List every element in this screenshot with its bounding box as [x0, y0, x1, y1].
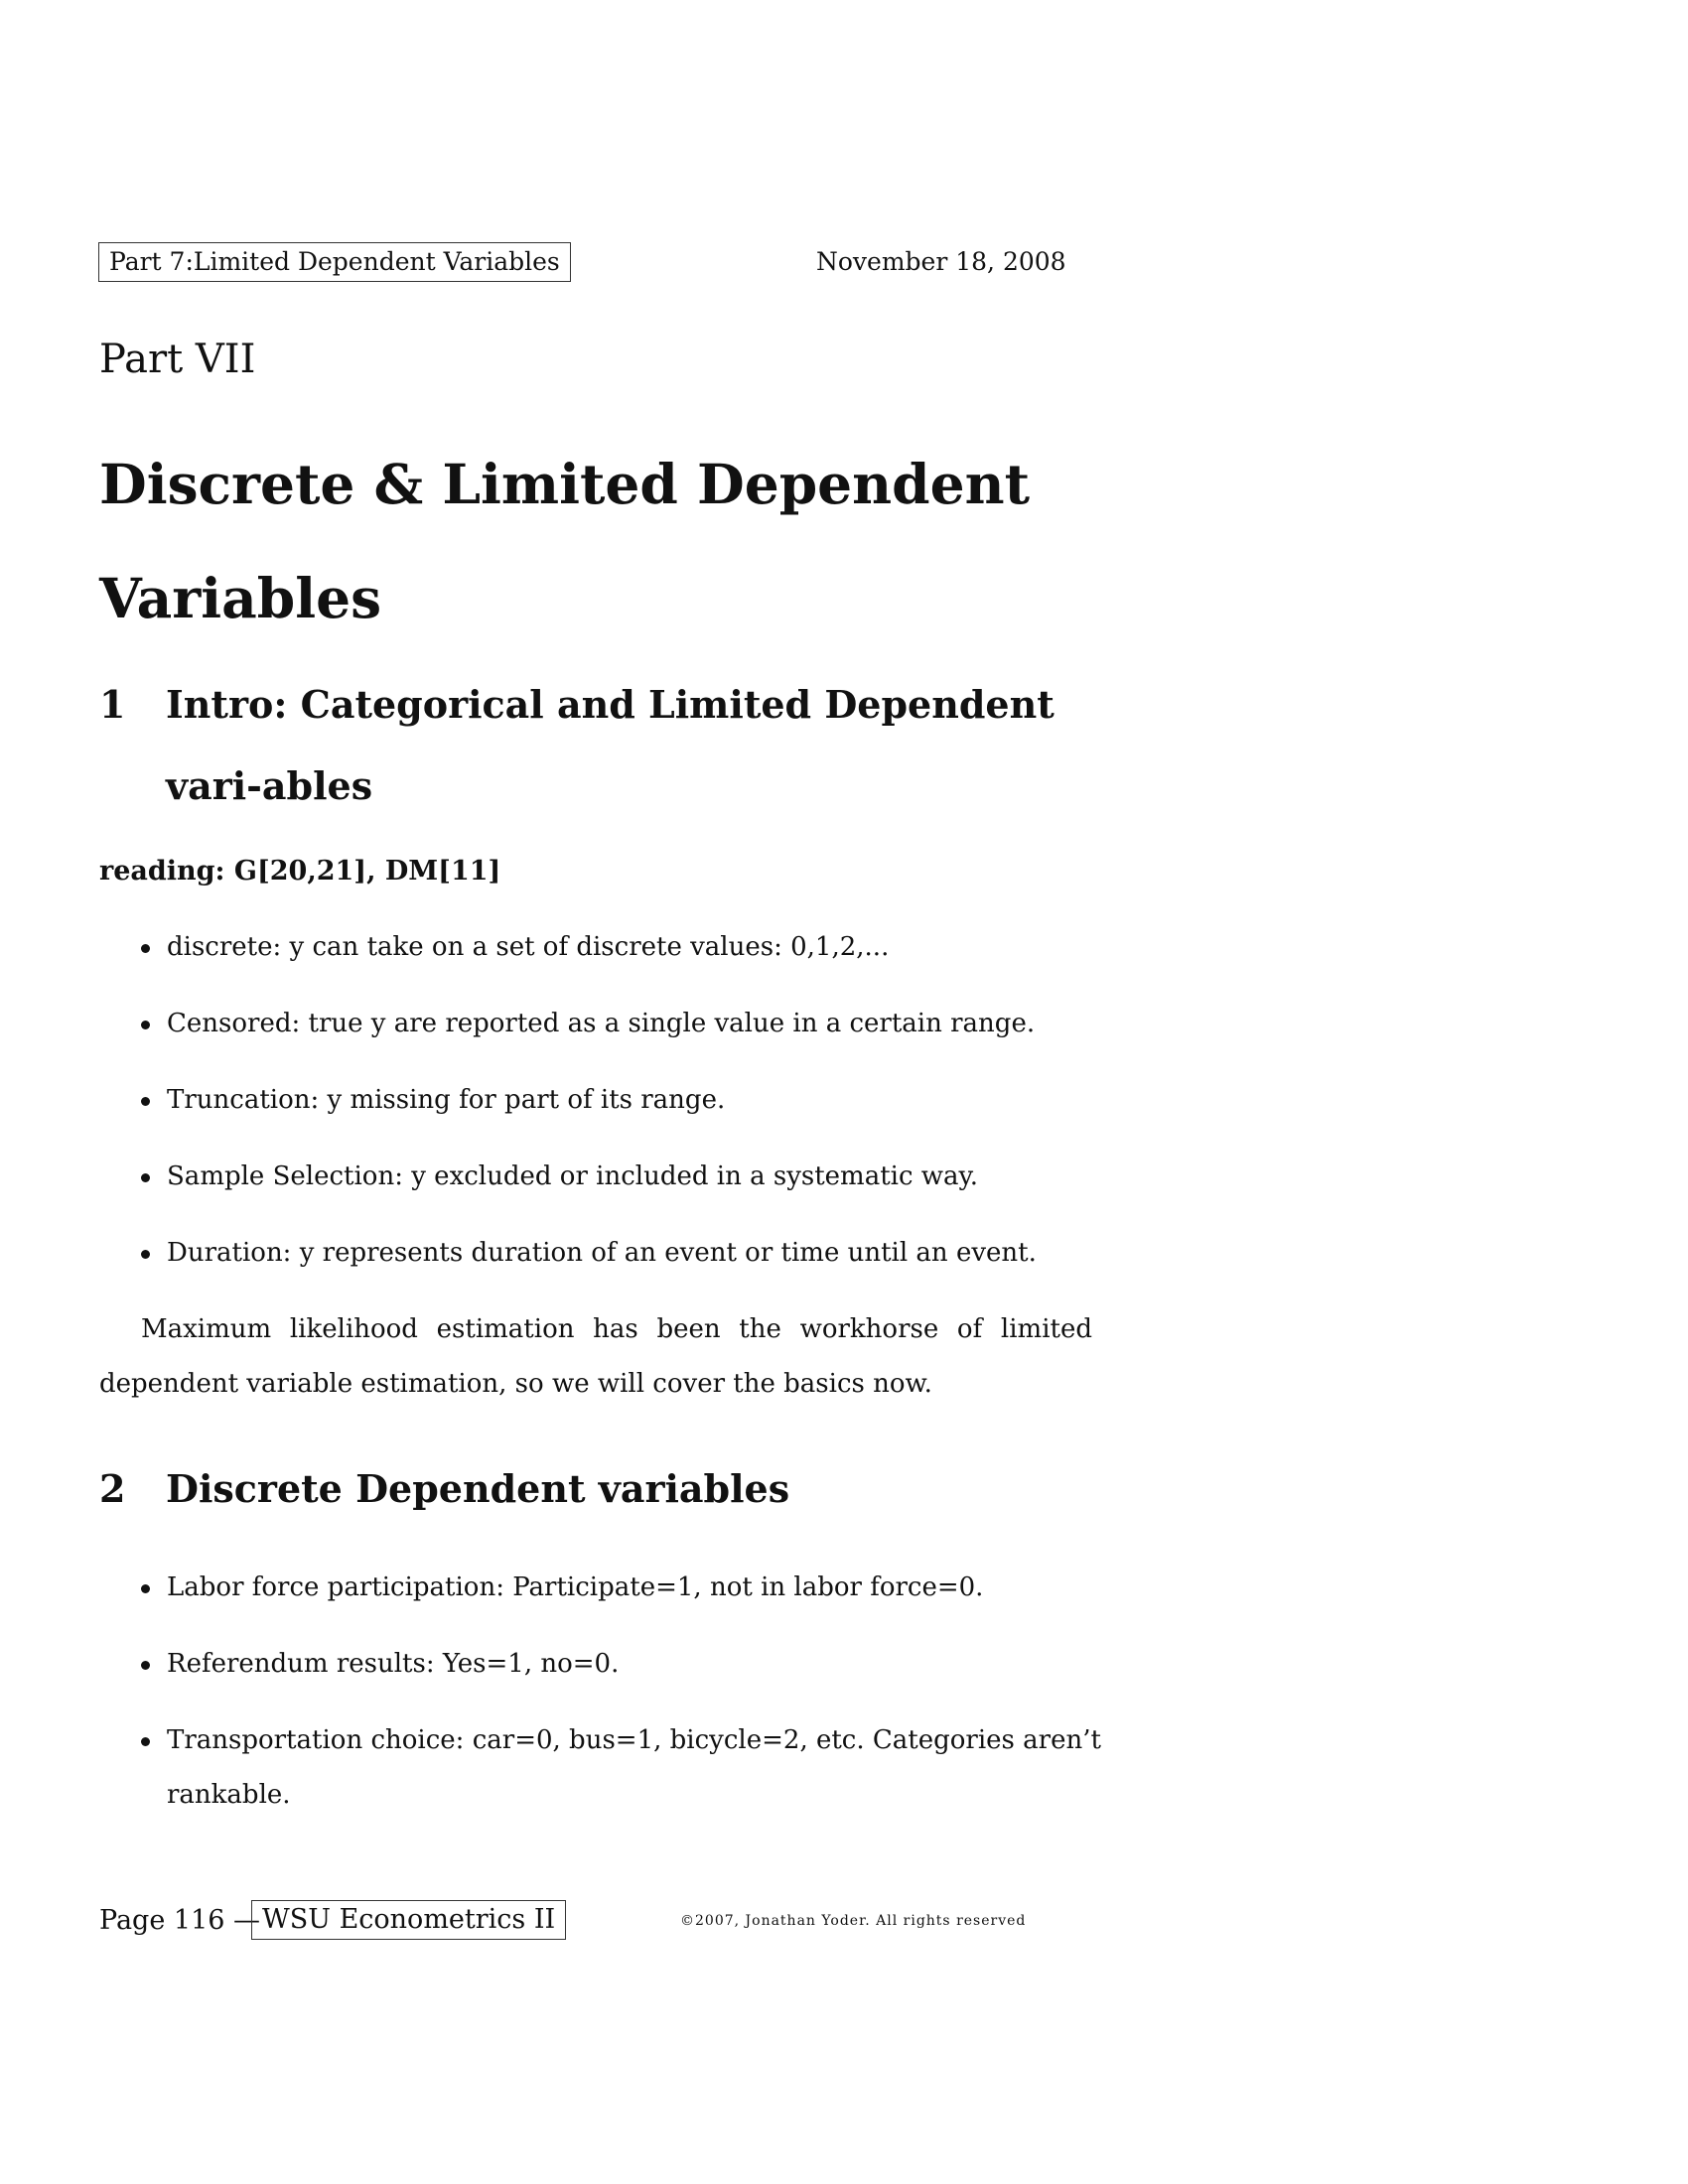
page-title: Discrete & Limited Dependent Variables	[99, 452, 1030, 630]
list-item-text: Labor force participation: Participate=1, not in labor force=0.	[167, 1572, 984, 1602]
list-item	[99, 1150, 1112, 1204]
part-label: Part VII	[99, 337, 256, 382]
list-item-text: Truncation: y missing for part of its range.	[167, 1085, 726, 1115]
bullet-icon	[141, 1250, 150, 1259]
bullet-icon	[141, 1737, 150, 1746]
list-item-text: Transportation choice: car=0, bus=1, bicycle=2, etc. Categories aren’t rankable.	[167, 1725, 1101, 1810]
footer-course-box: WSU Econometrics II	[251, 1900, 566, 1940]
bullet-icon	[141, 1097, 150, 1106]
bullet-icon	[141, 1173, 150, 1182]
bullet-icon	[141, 1584, 150, 1593]
body-paragraph: Maximum likelihood estimation has been the workhorse of limited dependent variable estimation, so we will cover the basics now.	[99, 1314, 1092, 1399]
list-item	[99, 1073, 1112, 1128]
running-header-part: Part 7:Limited Dependent Variables	[98, 242, 571, 282]
section-1-title: Intro: Categorical and Limited Dependent vari-ables	[166, 682, 1055, 808]
list-item	[99, 1226, 1112, 1281]
footer-copyright: ©2007, Jonathan Yoder. All rights reserved	[680, 1913, 1027, 1929]
list-item	[99, 997, 1112, 1051]
section-1-list	[99, 920, 1112, 1302]
section-2-list	[99, 1561, 1112, 1844]
list-item	[99, 920, 1112, 975]
list-item-text: discrete: y can take on a set of discrete values: 0,1,2,...	[167, 932, 890, 962]
list-item	[99, 1561, 1112, 1615]
list-item	[99, 1713, 1112, 1823]
running-header-date: November 18, 2008	[816, 247, 1066, 276]
list-item-text: Duration: y represents duration of an event or time until an event.	[167, 1238, 1037, 1268]
list-item-text: Censored: true y are reported as a single value in a certain range.	[167, 1009, 1036, 1038]
list-item-text: Sample Selection: y excluded or included in a systematic way.	[167, 1161, 979, 1191]
section-1-number: 1	[99, 682, 126, 727]
bullet-icon	[141, 944, 150, 953]
section-2-number: 2	[99, 1466, 126, 1511]
list-item	[99, 1637, 1112, 1692]
section-2-title: Discrete Dependent variables	[166, 1466, 790, 1511]
bullet-icon	[141, 1661, 150, 1670]
bullet-icon	[141, 1021, 150, 1029]
reading-assignment: reading: G[20,21], DM[11]	[99, 856, 501, 887]
list-item-text: Referendum results: Yes=1, no=0.	[167, 1649, 620, 1679]
footer-page-number: Page 116 —	[99, 1905, 261, 1936]
